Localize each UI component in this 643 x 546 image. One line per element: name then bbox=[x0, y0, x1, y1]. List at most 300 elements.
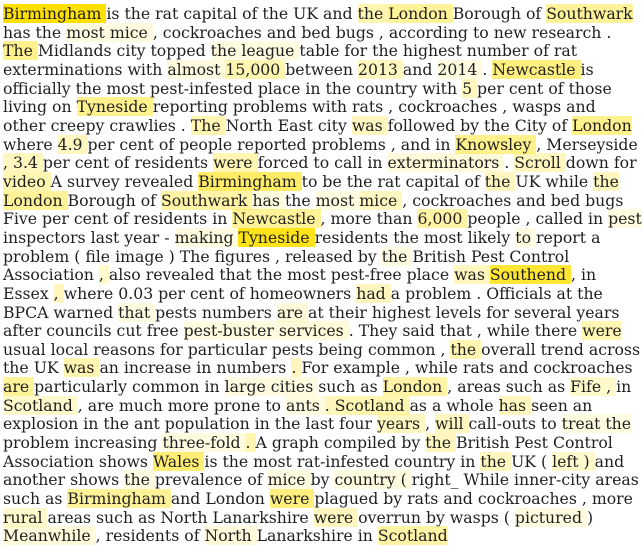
token: , bbox=[571, 265, 582, 285]
token: example bbox=[333, 358, 405, 378]
token: UK bbox=[293, 4, 324, 23]
token: problems bbox=[232, 97, 313, 117]
token: of bbox=[229, 283, 250, 303]
token: the bbox=[274, 414, 306, 434]
token: , bbox=[405, 358, 415, 378]
highlighted-token: Southwark bbox=[160, 190, 253, 210]
token: of bbox=[158, 134, 180, 154]
token: common bbox=[131, 377, 205, 397]
highlighted-token: Southend bbox=[489, 265, 572, 285]
token: cut bbox=[116, 321, 147, 341]
token: , bbox=[440, 339, 451, 359]
token: place bbox=[257, 78, 306, 98]
token: a bbox=[431, 395, 447, 415]
token: prevalence bbox=[154, 470, 248, 490]
token: rats bbox=[462, 358, 500, 378]
token: bed bbox=[301, 22, 336, 42]
token: , bbox=[447, 377, 458, 397]
token: overrun bbox=[358, 507, 426, 527]
token: officially bbox=[3, 78, 76, 98]
token: overall bbox=[481, 339, 541, 359]
token: , bbox=[378, 22, 389, 42]
token: problems bbox=[311, 134, 391, 154]
token: call bbox=[334, 153, 368, 173]
token: most bbox=[106, 78, 151, 98]
token: by bbox=[383, 489, 408, 509]
token: increase bbox=[123, 358, 197, 378]
highlighted-token: 3.4 bbox=[12, 153, 43, 173]
token: in bbox=[435, 134, 456, 154]
token: in bbox=[196, 358, 217, 378]
token: trend bbox=[540, 339, 589, 359]
highlighted-token: , bbox=[53, 283, 64, 303]
highlighted-token: ( bbox=[400, 470, 412, 490]
highlighted-token: London bbox=[572, 115, 632, 135]
highlighted-token: most bbox=[66, 22, 110, 42]
token: North bbox=[225, 115, 278, 135]
token: city bbox=[116, 41, 151, 61]
token: called bbox=[535, 209, 588, 229]
token: is bbox=[580, 59, 594, 79]
token: residents bbox=[133, 209, 213, 229]
token: Midlands bbox=[37, 41, 117, 61]
token: reported bbox=[237, 134, 312, 154]
token: inspectors bbox=[3, 227, 91, 247]
token: to bbox=[540, 414, 562, 434]
token: as bbox=[138, 507, 161, 527]
highlighted-token: Scroll bbox=[514, 153, 566, 173]
token: the bbox=[484, 115, 515, 135]
token: last bbox=[305, 414, 340, 434]
token: - bbox=[164, 227, 175, 247]
token: and bbox=[402, 59, 438, 79]
token: particularly bbox=[34, 377, 132, 397]
highlighted-token: 4.9 bbox=[57, 134, 88, 154]
token: the bbox=[262, 4, 294, 23]
token: while bbox=[545, 171, 594, 191]
highlighted-token: the bbox=[425, 433, 456, 453]
token: per bbox=[158, 283, 190, 303]
token: and bbox=[323, 4, 358, 23]
highlighted-token: are bbox=[3, 377, 35, 397]
highlighted-token: 6,000 bbox=[417, 209, 468, 229]
token: rat-infested bbox=[296, 451, 395, 471]
token: ( bbox=[74, 246, 86, 266]
token: while bbox=[414, 358, 463, 378]
token: of bbox=[114, 153, 135, 173]
token: compiled bbox=[323, 433, 402, 453]
token: graph bbox=[271, 433, 324, 453]
token: of bbox=[525, 4, 547, 23]
token: as bbox=[360, 377, 383, 397]
token: of bbox=[533, 41, 554, 61]
token: other bbox=[3, 115, 51, 135]
token: bugs bbox=[585, 190, 624, 210]
token: in bbox=[581, 265, 597, 285]
token: an bbox=[99, 358, 124, 378]
token: according bbox=[388, 22, 473, 42]
token: and bbox=[266, 22, 302, 42]
token: of bbox=[247, 470, 268, 490]
token: and bbox=[499, 358, 534, 378]
highlighted-token: Scotland bbox=[3, 395, 78, 415]
token: the bbox=[256, 265, 288, 285]
token: of bbox=[242, 4, 263, 23]
token: cockroaches bbox=[533, 358, 633, 378]
highlighted-token: were bbox=[313, 507, 359, 527]
highlighted-token: the bbox=[357, 4, 389, 23]
token: more bbox=[167, 395, 214, 415]
token: years bbox=[576, 302, 620, 322]
token: most bbox=[287, 265, 331, 285]
token: the bbox=[346, 171, 378, 191]
highlighted-token: . bbox=[245, 433, 256, 453]
token: rat bbox=[553, 41, 578, 61]
token: pest-infested bbox=[150, 78, 258, 98]
token: for bbox=[486, 302, 514, 322]
highlighted-token: 5 bbox=[462, 78, 478, 98]
token: by bbox=[357, 246, 382, 266]
token: They bbox=[358, 321, 403, 341]
token: in bbox=[367, 153, 388, 173]
token: in bbox=[305, 78, 326, 98]
token: A bbox=[255, 433, 272, 453]
token: the bbox=[124, 4, 156, 23]
token: an bbox=[572, 395, 593, 415]
highlighted-token: Birmingham bbox=[3, 4, 107, 23]
token: year bbox=[124, 227, 165, 247]
token: after bbox=[3, 321, 47, 341]
token: is bbox=[204, 451, 223, 471]
token: . bbox=[606, 22, 612, 42]
token: cent bbox=[74, 153, 115, 173]
token: levels bbox=[435, 302, 487, 322]
token: such bbox=[505, 377, 548, 397]
token: . bbox=[476, 283, 487, 303]
token: for bbox=[160, 339, 188, 359]
highlighted-token: had bbox=[356, 283, 391, 303]
token: cockroaches bbox=[398, 97, 503, 117]
token: City bbox=[514, 115, 552, 135]
token: followed bbox=[387, 115, 461, 135]
highlighted-token: has bbox=[498, 395, 532, 415]
token: that bbox=[219, 265, 257, 285]
token: a bbox=[390, 283, 406, 303]
token: , bbox=[502, 97, 513, 117]
token: British bbox=[455, 433, 515, 453]
token: as bbox=[45, 489, 68, 509]
token: local bbox=[50, 339, 94, 359]
highlighted-token: Tyneside bbox=[76, 97, 153, 117]
highlighted-token: services bbox=[278, 321, 349, 341]
highlighted-token: mice bbox=[267, 470, 311, 490]
highlighted-token: . bbox=[291, 358, 302, 378]
token: call-outs bbox=[468, 414, 541, 434]
token: figures bbox=[214, 246, 276, 266]
token: at bbox=[556, 283, 578, 303]
highlighted-token: Wales bbox=[152, 451, 205, 471]
highlighted-token: league bbox=[241, 41, 300, 61]
token: of bbox=[140, 190, 161, 210]
token: the bbox=[284, 190, 316, 210]
token: rats bbox=[407, 489, 444, 509]
token: most bbox=[423, 227, 468, 247]
highlighted-token: was bbox=[454, 265, 490, 285]
token: such bbox=[3, 489, 46, 509]
highlighted-token: years bbox=[377, 414, 426, 434]
token: their bbox=[328, 302, 372, 322]
highlighted-token: Newcastle bbox=[492, 59, 581, 79]
token: Association bbox=[3, 265, 99, 285]
token: across bbox=[588, 339, 641, 359]
token: UK bbox=[511, 451, 542, 471]
token: British bbox=[412, 246, 471, 266]
highlighted-token: making bbox=[174, 227, 239, 247]
token: cent bbox=[119, 134, 159, 154]
highlighted-token: the bbox=[480, 451, 512, 471]
highlighted-token: three-fold bbox=[162, 433, 246, 453]
token: country bbox=[394, 451, 461, 471]
token: wasps bbox=[449, 507, 504, 527]
token: than bbox=[376, 209, 418, 229]
token: explosion bbox=[3, 414, 84, 434]
token: highest bbox=[402, 41, 467, 61]
token: much bbox=[118, 395, 168, 415]
highlighted-token: the bbox=[381, 246, 413, 266]
token: the bbox=[325, 78, 357, 98]
token: with bbox=[422, 78, 463, 98]
token: and bbox=[516, 190, 551, 210]
token: creepy bbox=[50, 115, 110, 135]
token: in bbox=[83, 414, 104, 434]
highlighted-token: cities bbox=[270, 377, 319, 397]
token: four bbox=[339, 414, 378, 434]
token: while bbox=[486, 321, 535, 341]
token: the bbox=[372, 41, 403, 61]
highlighted-token: pest-buster bbox=[183, 321, 279, 341]
token: with bbox=[312, 97, 353, 117]
highlighted-token: 2013 bbox=[357, 59, 403, 79]
token: and bbox=[400, 134, 436, 154]
highlighted-token: Knowsley bbox=[455, 134, 537, 154]
highlighted-token: was bbox=[63, 358, 100, 378]
highlighted-token: country bbox=[334, 470, 401, 490]
token: warned bbox=[53, 302, 119, 322]
token: per bbox=[87, 134, 120, 154]
token: areas bbox=[457, 377, 506, 397]
token: reasons bbox=[93, 339, 161, 359]
token: likely bbox=[467, 227, 516, 247]
token: ( bbox=[503, 507, 515, 527]
token: the bbox=[393, 227, 424, 247]
highlighted-token: were bbox=[269, 489, 315, 509]
token: 0.03 bbox=[118, 283, 159, 303]
token: in bbox=[616, 377, 632, 397]
token: Borough bbox=[452, 4, 526, 23]
token: While bbox=[463, 470, 515, 490]
token: another bbox=[3, 470, 71, 490]
highlighted-token: were bbox=[213, 153, 258, 173]
token: , bbox=[536, 134, 547, 154]
highlighted-token: to bbox=[515, 227, 537, 247]
token: research bbox=[531, 22, 607, 42]
token: crawlies bbox=[109, 115, 181, 135]
token: usual bbox=[3, 339, 51, 359]
highlighted-token: exterminators bbox=[387, 153, 505, 173]
token: per bbox=[42, 153, 75, 173]
token: place bbox=[406, 265, 455, 285]
token: in bbox=[254, 414, 275, 434]
token: cockroaches bbox=[412, 190, 517, 210]
highlighted-token: the bbox=[210, 41, 242, 61]
highlighted-token: video bbox=[3, 171, 51, 191]
highlighted-token: mice bbox=[109, 22, 153, 42]
token: London bbox=[205, 489, 270, 509]
token: problem bbox=[3, 433, 75, 453]
token: homeowners bbox=[249, 283, 357, 303]
highlighted-token: London bbox=[3, 190, 68, 210]
highlighted-token: was bbox=[351, 115, 388, 135]
token: common bbox=[367, 339, 441, 359]
token: is bbox=[106, 4, 125, 23]
token: , bbox=[152, 22, 163, 42]
token: ) bbox=[586, 507, 594, 527]
token: living bbox=[3, 97, 53, 117]
token: Pest bbox=[470, 246, 510, 266]
token: by bbox=[425, 507, 450, 527]
highlighted-token: the bbox=[593, 171, 619, 191]
token: image bbox=[115, 246, 169, 266]
token: , bbox=[425, 414, 436, 434]
token: exterminations bbox=[3, 59, 128, 79]
token: cent bbox=[508, 78, 549, 98]
token: those bbox=[568, 78, 612, 98]
highlighted-token: rural bbox=[3, 507, 48, 527]
token: Control bbox=[509, 246, 570, 266]
highlighted-token: The bbox=[190, 115, 226, 135]
token: the bbox=[103, 414, 135, 434]
highlighted-token: , bbox=[3, 153, 13, 173]
token: areas bbox=[47, 507, 96, 527]
token: for bbox=[344, 41, 373, 61]
token: Essex bbox=[3, 283, 54, 303]
token: seen bbox=[531, 395, 573, 415]
token: bugs bbox=[335, 22, 379, 42]
token: number bbox=[466, 41, 534, 61]
token: to bbox=[472, 22, 494, 42]
token: East bbox=[277, 115, 318, 135]
token: UK bbox=[515, 171, 546, 191]
token: ant bbox=[134, 414, 165, 434]
token: cent bbox=[189, 283, 230, 303]
token: reporting bbox=[152, 97, 233, 117]
token: free bbox=[146, 321, 184, 341]
token: and bbox=[566, 97, 596, 117]
token: released bbox=[285, 246, 358, 266]
token: be bbox=[322, 171, 347, 191]
token: , bbox=[320, 209, 331, 229]
token: areas bbox=[595, 470, 639, 490]
token: the bbox=[222, 451, 254, 471]
token: and bbox=[594, 451, 625, 471]
token: the bbox=[3, 358, 34, 378]
token: topped bbox=[150, 41, 211, 61]
token: are bbox=[87, 395, 119, 415]
highlighted-token: Meanwhile bbox=[3, 526, 96, 546]
token: people bbox=[179, 134, 238, 154]
token: on bbox=[52, 97, 77, 117]
token: Five bbox=[3, 209, 43, 229]
token: where bbox=[3, 134, 58, 154]
token: cockroaches bbox=[477, 489, 582, 509]
token: revealed bbox=[145, 265, 220, 285]
token: BPCA bbox=[3, 302, 54, 322]
token: last bbox=[90, 227, 125, 247]
token: in bbox=[587, 209, 609, 229]
token: shows bbox=[98, 451, 153, 471]
highlighted-token: pictured bbox=[514, 507, 587, 527]
token: particular bbox=[187, 339, 272, 359]
highlighted-token: The bbox=[3, 41, 38, 61]
token: , bbox=[275, 246, 286, 266]
token: to bbox=[265, 395, 286, 415]
token: shows bbox=[70, 470, 125, 490]
token: inner-city bbox=[514, 470, 596, 490]
highlighted-token: 15,000 bbox=[225, 59, 286, 79]
token: to bbox=[313, 153, 335, 173]
token: , bbox=[390, 134, 401, 154]
highlighted-token: , bbox=[606, 377, 617, 397]
token: country bbox=[356, 78, 423, 98]
token: The bbox=[179, 246, 215, 266]
token: , bbox=[581, 489, 592, 509]
token: pests bbox=[155, 302, 202, 322]
token: Control bbox=[552, 433, 613, 453]
highlighted-token: the bbox=[605, 414, 632, 434]
token: Officials bbox=[486, 283, 557, 303]
token: North bbox=[160, 507, 213, 527]
highlighted-token: large bbox=[224, 377, 271, 397]
token: increasing bbox=[74, 433, 163, 453]
token: table bbox=[299, 41, 345, 61]
highlighted-token: Scotland bbox=[377, 526, 448, 546]
token: . bbox=[348, 321, 359, 341]
token: the bbox=[75, 78, 107, 98]
highlighted-token: Tyneside bbox=[238, 227, 315, 247]
token: , bbox=[476, 321, 487, 341]
token: plagued bbox=[314, 489, 384, 509]
token: population bbox=[164, 414, 255, 434]
token: at bbox=[307, 302, 329, 322]
token: of bbox=[548, 78, 569, 98]
highlighted-token: ) bbox=[583, 451, 595, 471]
highlighted-token: almost bbox=[167, 59, 226, 79]
token: numbers bbox=[216, 358, 292, 378]
token: bed bbox=[550, 190, 586, 210]
token: report bbox=[536, 227, 592, 247]
token: in bbox=[357, 526, 378, 546]
token: Lanarkshire bbox=[256, 526, 358, 546]
token: people bbox=[467, 209, 526, 229]
token: , bbox=[77, 395, 88, 415]
token: of bbox=[184, 526, 205, 546]
token: such bbox=[96, 507, 139, 527]
token: city bbox=[317, 115, 352, 135]
token: as bbox=[547, 377, 571, 397]
token: residents bbox=[134, 153, 214, 173]
token: to bbox=[301, 171, 323, 191]
token: cockroaches bbox=[162, 22, 267, 42]
